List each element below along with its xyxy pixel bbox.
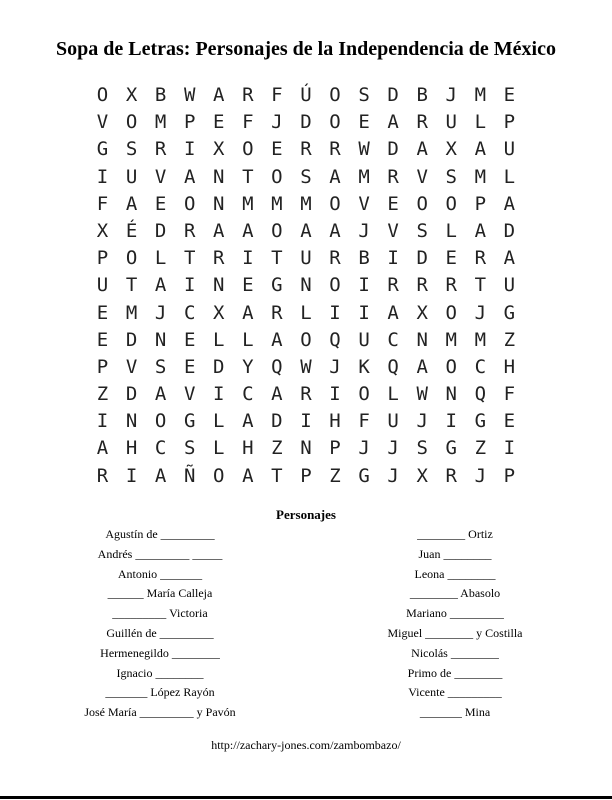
grid-letter: L (242, 328, 254, 351)
grid-letter: A (242, 410, 254, 433)
grid-letter: I (329, 383, 341, 406)
grid-letter: L (474, 111, 487, 134)
grid-letter: F (503, 383, 516, 406)
grid-letter: I (358, 274, 370, 297)
grid-letter: R (329, 247, 341, 270)
grid-letter: F (271, 84, 283, 106)
grid-letter: F (358, 410, 370, 433)
page-title: Sopa de Letras: Personajes de la Independencia de México (56, 38, 556, 60)
grid-letter: A (213, 84, 225, 106)
word-clue: Andrés _________ _____ (97, 546, 223, 561)
grid-letter: O (125, 247, 138, 270)
grid-letter: R (329, 138, 341, 161)
grid-letter: G (271, 274, 283, 297)
grid-letter: N (125, 410, 138, 433)
grid-letter: P (96, 355, 109, 378)
grid-letter: F (96, 192, 109, 215)
grid-letter: A (503, 192, 516, 215)
grid-letter: N (445, 383, 457, 406)
grid-letter: I (183, 138, 196, 161)
grid-letter: C (474, 355, 487, 378)
grid-row (88, 136, 524, 163)
grid-letter: H (503, 355, 516, 378)
grid-letter: R (416, 111, 428, 134)
grid-letter: R (387, 165, 399, 188)
word-clue: Primo de ________ (407, 665, 503, 680)
grid-letter: N (300, 437, 312, 460)
grid-letter: L (300, 301, 312, 324)
grid-letter: A (387, 301, 399, 324)
grid-letter: O (416, 192, 428, 215)
grid-row (88, 354, 524, 381)
grid-letter: N (213, 274, 225, 297)
grid-letter: I (125, 464, 138, 487)
grid-letter: F (242, 111, 254, 134)
grid-row (88, 191, 524, 218)
word-clue: Miguel ________ y Costilla (387, 625, 523, 640)
grid-letter: R (445, 464, 457, 487)
grid-letter: D (300, 111, 312, 134)
grid-letter: W (416, 383, 428, 406)
grid-letter: X (445, 138, 457, 161)
grid-letter: M (154, 111, 167, 134)
grid-row (88, 327, 524, 354)
footer-url: http://zachary-jones.com/zambombazo/ (211, 738, 401, 752)
grid-letter: D (387, 84, 399, 106)
grid-letter: I (300, 410, 312, 433)
grid-letter: L (445, 219, 457, 242)
grid-letter: Z (474, 437, 487, 460)
grid-letter: M (474, 328, 487, 351)
grid-letter: G (358, 464, 370, 487)
grid-row (88, 381, 524, 408)
grid-letter: J (416, 410, 428, 433)
grid-letter: X (213, 301, 225, 324)
grid-letter: Ú (300, 84, 312, 106)
grid-letter: D (213, 355, 225, 378)
grid-letter: V (358, 192, 370, 215)
grid-letter: D (387, 138, 399, 161)
grid-letter: N (213, 192, 225, 215)
grid-letter: V (96, 111, 109, 134)
grid-letter: A (242, 219, 254, 242)
grid-letter: A (387, 111, 399, 134)
grid-letter: I (213, 383, 225, 406)
grid-letter: B (154, 84, 167, 106)
grid-letter: E (183, 328, 196, 351)
grid-letter: P (503, 111, 516, 134)
grid-letter: O (96, 84, 109, 106)
grid-row (88, 300, 524, 327)
grid-letter: O (329, 192, 341, 215)
grid-letter: Z (329, 464, 341, 487)
bottom-divider (0, 796, 612, 799)
grid-letter: E (358, 111, 370, 134)
grid-letter: L (387, 383, 399, 406)
grid-letter: Ñ (183, 464, 196, 487)
grid-letter: U (503, 274, 516, 297)
grid-letter: V (387, 219, 399, 242)
grid-letter: L (213, 328, 225, 351)
grid-letter: G (183, 410, 196, 433)
grid-letter: Q (387, 355, 399, 378)
grid-letter: L (213, 437, 225, 460)
grid-letter: E (503, 410, 516, 433)
grid-letter: U (387, 410, 399, 433)
grid-letter: P (96, 247, 109, 270)
grid-letter: J (387, 464, 399, 487)
grid-letter: J (271, 111, 283, 134)
grid-letter: O (358, 383, 370, 406)
grid-letter: U (503, 138, 516, 161)
grid-letter: E (242, 274, 254, 297)
grid-letter: A (329, 219, 341, 242)
grid-letter: O (271, 165, 283, 188)
grid-letter: A (125, 192, 138, 215)
grid-letter: E (213, 111, 225, 134)
grid-letter: J (474, 464, 487, 487)
grid-letter: R (445, 274, 457, 297)
word-clue: ______ María Calleja (107, 586, 213, 601)
grid-letter: I (387, 247, 399, 270)
grid-letter: D (125, 328, 138, 351)
grid-letter: N (154, 328, 167, 351)
grid-letter: O (300, 328, 312, 351)
grid-letter: E (154, 192, 167, 215)
grid-row (88, 164, 524, 191)
grid-letter: L (154, 247, 167, 270)
grid-letter: B (416, 84, 428, 106)
grid-letter: Q (474, 383, 487, 406)
grid-letter: O (445, 192, 457, 215)
word-clue: Vicente _________ (408, 685, 502, 700)
word-search-grid (88, 82, 524, 490)
grid-letter: J (329, 355, 341, 378)
grid-letter: O (445, 301, 457, 324)
grid-letter: T (271, 247, 283, 270)
grid-letter: S (358, 84, 370, 106)
grid-letter: R (271, 301, 283, 324)
grid-letter: R (96, 464, 109, 487)
grid-letter: J (387, 437, 399, 460)
grid-letter: C (387, 328, 399, 351)
word-clue: _________ Victoria (112, 606, 208, 621)
grid-letter: J (474, 301, 487, 324)
grid-letter: I (358, 301, 370, 324)
grid-letter: P (183, 111, 196, 134)
word-clue: ________ Ortiz (417, 527, 493, 541)
grid-letter: A (271, 383, 283, 406)
word-clue: Juan ________ (418, 546, 492, 561)
grid-row (88, 109, 524, 136)
grid-letter: I (329, 301, 341, 324)
grid-letter: J (358, 219, 370, 242)
grid-letter: O (125, 111, 138, 134)
grid-letter: I (183, 274, 196, 297)
grid-letter: E (96, 328, 109, 351)
grid-letter: D (503, 219, 516, 242)
grid-letter: X (125, 84, 138, 106)
grid-letter: L (213, 410, 225, 433)
word-clue: Leona ________ (414, 566, 496, 581)
word-list-right-column (360, 525, 550, 723)
grid-letter: Q (271, 355, 283, 378)
grid-letter: S (445, 165, 457, 188)
grid-letter: G (96, 138, 109, 161)
grid-letter: L (503, 165, 516, 188)
grid-letter: B (358, 247, 370, 270)
word-list-heading: Personajes (276, 507, 336, 522)
grid-letter: A (329, 165, 341, 188)
grid-letter: I (96, 165, 109, 188)
grid-letter: A (242, 301, 254, 324)
grid-letter: V (154, 165, 167, 188)
grid-letter: Z (503, 328, 516, 351)
grid-letter: M (445, 328, 457, 351)
grid-letter: X (416, 464, 428, 487)
grid-letter: C (154, 437, 167, 460)
grid-letter: N (213, 165, 225, 188)
grid-letter: V (416, 165, 428, 188)
grid-letter: A (154, 383, 167, 406)
grid-letter: U (125, 165, 138, 188)
grid-letter: A (474, 219, 487, 242)
grid-letter: O (329, 84, 341, 106)
grid-letter: A (416, 355, 428, 378)
grid-letter: A (154, 464, 167, 487)
grid-letter: T (242, 165, 254, 188)
word-clue: Nicolás ________ (411, 645, 499, 660)
grid-letter: I (242, 247, 254, 270)
grid-row (88, 82, 524, 109)
grid-letter: O (445, 355, 457, 378)
grid-row (88, 435, 524, 462)
grid-letter: É (125, 219, 138, 242)
grid-letter: W (358, 138, 370, 161)
grid-letter: S (154, 355, 167, 378)
grid-letter: I (96, 410, 109, 433)
grid-letter: Z (271, 437, 283, 460)
grid-letter: S (125, 138, 138, 161)
grid-letter: Y (242, 355, 254, 378)
grid-letter: U (445, 111, 457, 134)
grid-letter: M (474, 84, 487, 106)
grid-letter: D (271, 410, 283, 433)
grid-letter: M (125, 301, 138, 324)
grid-letter: R (213, 247, 225, 270)
grid-letter: E (387, 192, 399, 215)
word-clue: Ignacio ________ (116, 665, 204, 680)
grid-letter: M (474, 165, 487, 188)
grid-letter: U (96, 274, 109, 297)
word-clue: José María _________ y Pavón (84, 705, 236, 720)
grid-letter: R (387, 274, 399, 297)
grid-letter: M (242, 192, 254, 215)
grid-letter: S (416, 437, 428, 460)
grid-letter: P (503, 464, 516, 487)
word-clue: Guillén de _________ (106, 625, 214, 640)
grid-letter: H (329, 410, 341, 433)
grid-letter: E (445, 247, 457, 270)
grid-letter: S (416, 219, 428, 242)
grid-letter: O (154, 410, 167, 433)
grid-letter: E (96, 301, 109, 324)
grid-letter: O (271, 219, 283, 242)
grid-letter: Z (96, 383, 109, 406)
grid-row (88, 218, 524, 245)
grid-letter: K (358, 355, 370, 378)
grid-letter: A (416, 138, 428, 161)
grid-letter: R (183, 219, 196, 242)
grid-letter: V (125, 355, 138, 378)
grid-letter: O (213, 464, 225, 487)
grid-letter: A (503, 247, 516, 270)
word-clue: Antonio _______ (117, 566, 203, 581)
grid-letter: R (154, 138, 167, 161)
grid-letter: C (242, 383, 254, 406)
grid-row (88, 245, 524, 272)
grid-letter: U (358, 328, 370, 351)
grid-letter: R (416, 274, 428, 297)
grid-letter: V (183, 383, 196, 406)
grid-letter: A (271, 328, 283, 351)
grid-letter: H (242, 437, 254, 460)
grid-letter: D (416, 247, 428, 270)
grid-letter: J (445, 84, 457, 106)
grid-row (88, 272, 524, 299)
grid-letter: E (183, 355, 196, 378)
grid-letter: T (183, 247, 196, 270)
grid-letter: P (329, 437, 341, 460)
grid-letter: W (183, 84, 196, 106)
word-clue: Hermenegildo ________ (100, 645, 220, 660)
grid-letter: A (183, 165, 196, 188)
grid-letter: G (503, 301, 516, 324)
grid-letter: A (242, 464, 254, 487)
grid-letter: N (300, 274, 312, 297)
grid-letter: S (300, 165, 312, 188)
grid-letter: T (474, 274, 487, 297)
grid-letter: M (271, 192, 283, 215)
grid-letter: M (358, 165, 370, 188)
grid-letter: S (183, 437, 196, 460)
grid-letter: C (183, 301, 196, 324)
grid-letter: R (242, 84, 254, 106)
grid-letter: X (416, 301, 428, 324)
grid-letter: E (271, 138, 283, 161)
grid-letter: P (474, 192, 487, 215)
grid-letter: I (503, 437, 516, 460)
grid-letter: R (300, 138, 312, 161)
grid-letter: A (474, 138, 487, 161)
grid-letter: T (271, 464, 283, 487)
grid-letter: A (96, 437, 109, 460)
grid-letter: O (183, 192, 196, 215)
grid-letter: J (154, 301, 167, 324)
word-clue: Agustín de _________ (105, 527, 215, 541)
grid-letter: A (300, 219, 312, 242)
grid-letter: O (242, 138, 254, 161)
grid-letter: G (474, 410, 487, 433)
grid-letter: U (300, 247, 312, 270)
grid-letter: T (125, 274, 138, 297)
grid-letter: R (300, 383, 312, 406)
grid-letter: R (474, 247, 487, 270)
grid-letter: E (503, 84, 516, 106)
grid-letter: D (154, 219, 167, 242)
grid-letter: M (300, 192, 312, 215)
grid-letter: J (358, 437, 370, 460)
grid-row (88, 408, 524, 435)
grid-letter: O (329, 111, 341, 134)
grid-letter: X (96, 219, 109, 242)
grid-letter: A (213, 219, 225, 242)
grid-letter: G (445, 437, 457, 460)
grid-letter: H (125, 437, 138, 460)
word-list-left-column (62, 525, 258, 723)
grid-letter: A (154, 274, 167, 297)
grid-letter: N (416, 328, 428, 351)
grid-letter: X (213, 138, 225, 161)
word-clue: ________ Abasolo (409, 586, 501, 601)
grid-letter: I (445, 410, 457, 433)
word-clue: _______ López Rayón (105, 685, 215, 700)
word-clue: _______ Mina (419, 705, 491, 720)
grid-letter: D (125, 383, 138, 406)
grid-letter: O (329, 274, 341, 297)
grid-row (88, 463, 524, 490)
grid-letter: W (300, 355, 312, 378)
word-clue: Mariano _________ (406, 606, 504, 621)
grid-letter: P (300, 464, 312, 487)
grid-letter: Q (329, 328, 341, 351)
